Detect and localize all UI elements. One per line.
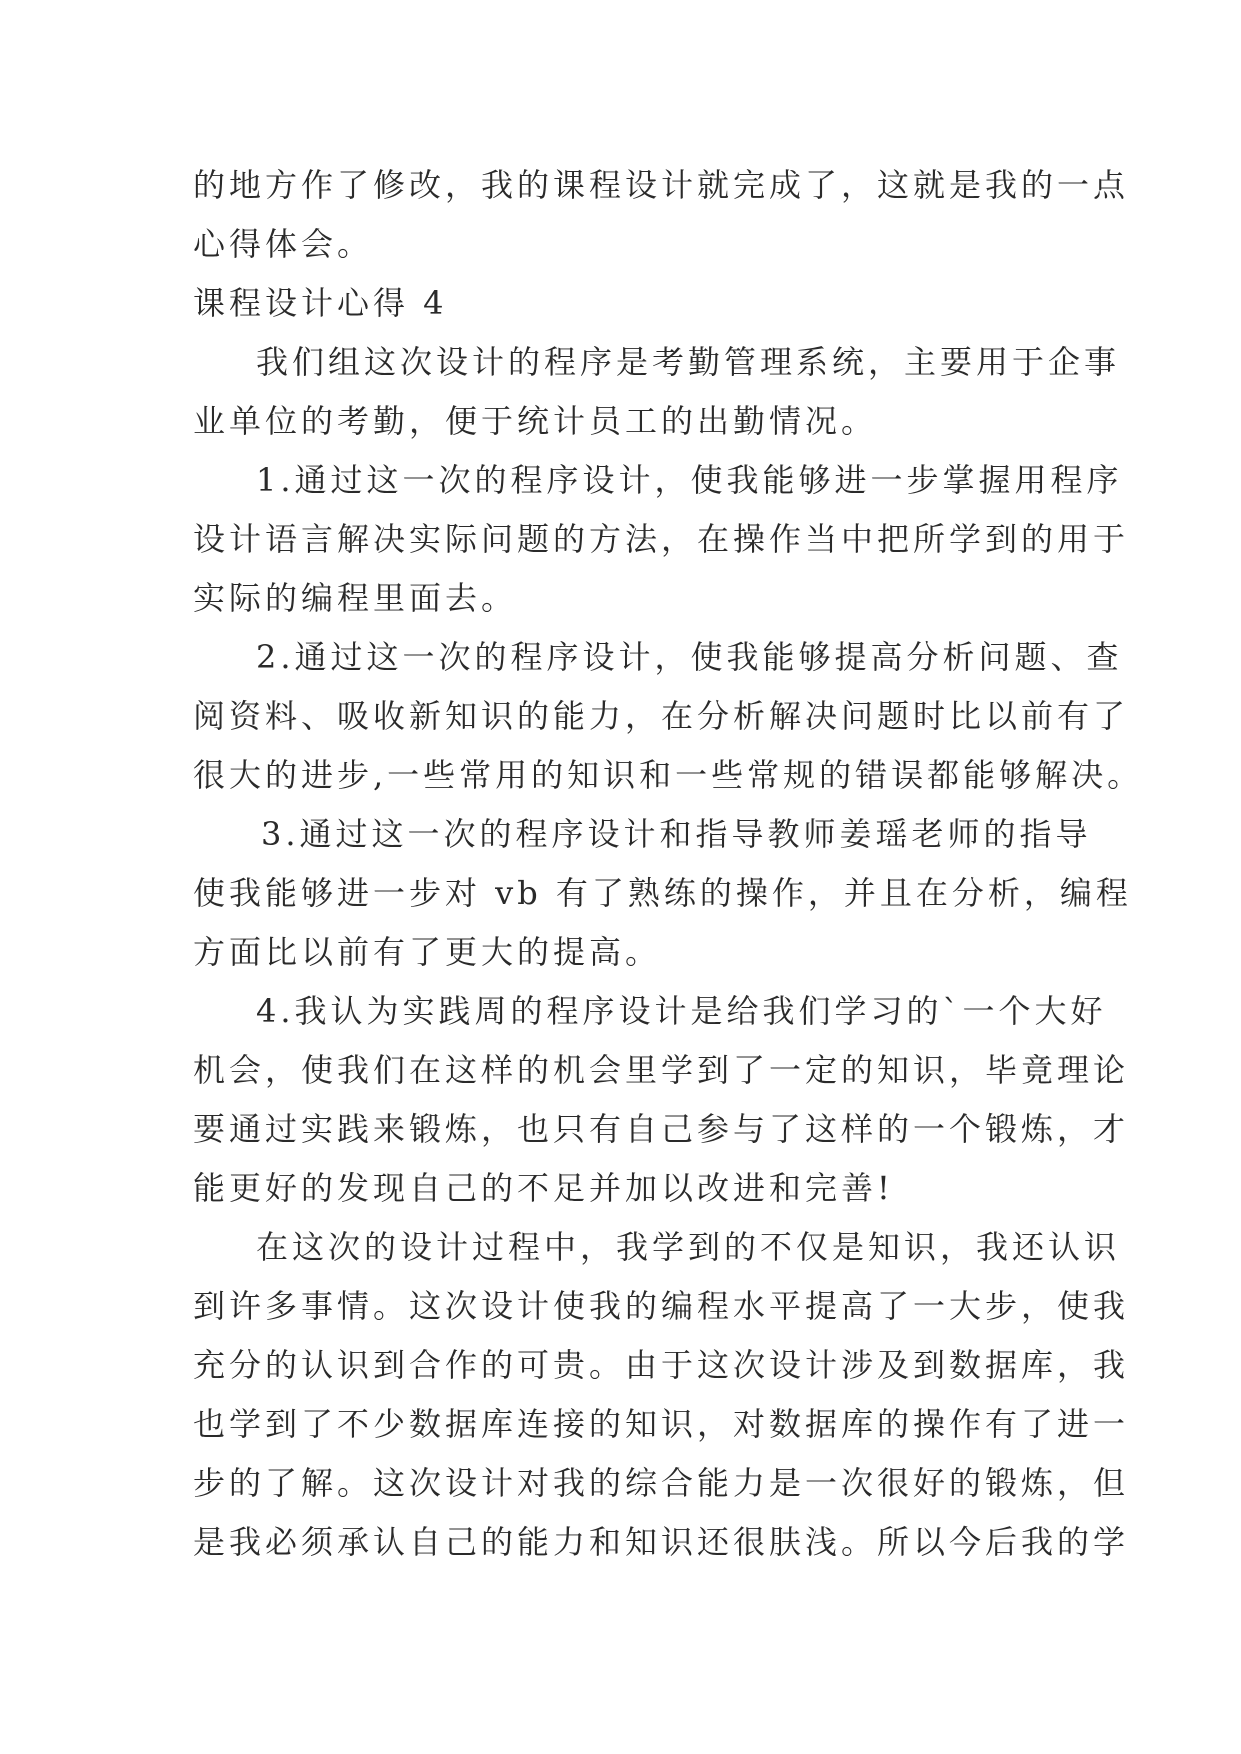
text-line: 的地方作了修改，我的课程设计就完成了，这就是我的一点: [193, 166, 1130, 204]
list-item-first-line: 2.通过这一次的程序设计，使我能够提高分析问题、查: [256, 638, 1123, 676]
text-line: 步的了解。这次设计对我的综合能力是一次很好的锻炼，但: [193, 1464, 1130, 1502]
text-line: 阅资料、吸收新知识的能力，在分析解决问题时比以前有了: [193, 697, 1130, 735]
text-line: 要通过实践来锻炼，也只有自己参与了这样的一个锻炼，才: [193, 1110, 1130, 1148]
text-line: 业单位的考勤，便于统计员工的出勤情况。: [193, 402, 878, 440]
list-item-first-line: 1.通过这一次的程序设计，使我能够进一步掌握用程序: [256, 461, 1123, 499]
list-item-first-line: 4.我认为实践周的程序设计是给我们学习的`一个大好: [256, 992, 1107, 1030]
text-line: 是我必须承认自己的能力和知识还很肤浅。所以今后我的学: [193, 1523, 1130, 1561]
text-line: 很大的进步,一些常用的知识和一些常规的错误都能够解决。: [193, 756, 1144, 794]
text-line: 实际的编程里面去。: [193, 579, 518, 617]
text-line: 能更好的发现自己的不足并加以改进和完善!: [193, 1169, 894, 1207]
list-item-first-line: 3.通过这一次的程序设计和指导教师姜瑶老师的指导: [261, 815, 1092, 853]
paragraph-first-line: 我们组这次设计的程序是考勤管理系统，主要用于企事: [256, 343, 1121, 381]
section-heading: 课程设计心得 4: [193, 284, 448, 322]
text-line: 心得体会。: [193, 225, 374, 263]
paragraph-first-line: 在这次的设计过程中，我学到的不仅是知识，我还认识: [256, 1228, 1121, 1266]
text-line: 到许多事情。这次设计使我的编程水平提高了一大步，使我: [193, 1287, 1130, 1325]
text-line: 设计语言解决实际问题的方法，在操作当中把所学到的用于: [193, 520, 1130, 558]
text-line: 充分的认识到合作的可贵。由于这次设计涉及到数据库，我: [193, 1346, 1130, 1384]
text-line: 机会，使我们在这样的机会里学到了一定的知识，毕竟理论: [193, 1051, 1130, 1089]
text-line: 方面比以前有了更大的提高。: [193, 933, 662, 971]
text-line: 也学到了不少数据库连接的知识，对数据库的操作有了进一: [193, 1405, 1130, 1443]
document-body: [193, 156, 1144, 1572]
text-line: 使我能够进一步对 vb 有了熟练的操作，并且在分析，编程: [193, 874, 1132, 912]
